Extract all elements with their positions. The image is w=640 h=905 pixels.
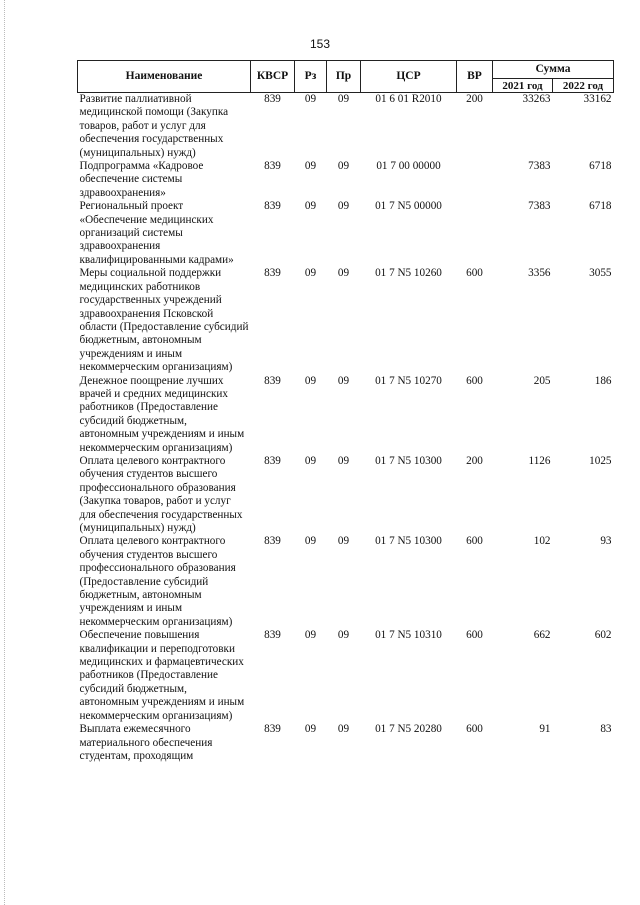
table-row bbox=[78, 375, 614, 455]
row-sum-2021: 1126 bbox=[528, 454, 551, 467]
row-kvsr: 839 bbox=[264, 535, 281, 548]
row-name: Оплата целевого контрактного обучения студентов высшего профессионального образования (Предоставление субсидий бюджетным, автономным учреждениям и иным некоммерческим организациям) bbox=[79, 535, 236, 628]
row-sum-2021: 662 bbox=[533, 629, 551, 642]
row-sum-2021: 33263 bbox=[522, 93, 551, 105]
row-csr: 01 6 01 R2010 bbox=[375, 93, 442, 105]
row-pr: 09 bbox=[337, 374, 350, 387]
header-pr: Пр bbox=[327, 61, 361, 93]
page-edge-line bbox=[4, 0, 6, 905]
header-year-2021: 2021 год bbox=[493, 79, 553, 93]
row-vr: 600 bbox=[466, 267, 483, 280]
row-sum-2022: 3055 bbox=[589, 267, 612, 280]
row-name: Денежное поощрение лучших врачей и средних медицинских работников (Предоставление субсидий бюджетным, автономным учреждениям и иным некоммерческим организациям) bbox=[79, 374, 245, 454]
row-csr: 01 7 N5 20280 bbox=[375, 723, 442, 736]
table-row bbox=[78, 723, 614, 763]
row-rz: 09 bbox=[304, 723, 317, 736]
row-kvsr: 839 bbox=[264, 723, 281, 736]
row-sum-2021: 7383 bbox=[528, 160, 551, 173]
row-csr: 01 7 N5 10300 bbox=[375, 535, 442, 548]
row-sum-2022: 83 bbox=[600, 723, 612, 736]
row-pr: 09 bbox=[337, 723, 350, 736]
row-csr: 01 7 00 00000 bbox=[376, 160, 441, 173]
row-vr bbox=[457, 160, 493, 200]
row-name: Подпрограмма «Кадровое обеспечение системы здравоохранения» bbox=[79, 160, 204, 199]
row-rz: 09 bbox=[304, 267, 317, 280]
row-kvsr: 839 bbox=[264, 629, 281, 642]
row-rz: 09 bbox=[304, 160, 317, 173]
row-name: Развитие паллиативной медицинской помощи (Закупка товаров, работ и услуг для обеспечения государственных (муниципальных) нужд) bbox=[79, 93, 229, 159]
header-vr: ВР bbox=[457, 61, 493, 93]
row-vr: 600 bbox=[466, 629, 483, 642]
row-kvsr: 839 bbox=[264, 454, 281, 467]
row-name: Меры социальной поддержки медицинских работников государственных учреждений здравоохранения Псковской области (Предоставление субсидий бюджетным, автономным учреждениям и иным некоммерческим организациям) bbox=[79, 267, 249, 374]
row-kvsr: 839 bbox=[264, 160, 281, 173]
table-row bbox=[78, 160, 614, 200]
row-sum-2021: 7383 bbox=[528, 200, 551, 213]
row-csr: 01 7 N5 10300 bbox=[375, 454, 442, 467]
header-rz: Рз bbox=[295, 61, 327, 93]
row-vr: 200 bbox=[466, 454, 483, 467]
row-sum-2022: 186 bbox=[594, 374, 612, 387]
row-vr: 600 bbox=[466, 723, 483, 736]
row-rz: 09 bbox=[304, 93, 317, 105]
row-kvsr: 839 bbox=[264, 93, 281, 105]
row-sum-2022: 1025 bbox=[589, 454, 612, 467]
row-csr: 01 7 N5 00000 bbox=[375, 200, 442, 213]
row-rz: 09 bbox=[304, 374, 317, 387]
header-kvsr: КВСР bbox=[251, 61, 295, 93]
table-row bbox=[78, 93, 614, 161]
header-name: Наименование bbox=[78, 61, 251, 93]
row-sum-2022: 6718 bbox=[589, 200, 612, 213]
row-csr: 01 7 N5 10270 bbox=[375, 374, 442, 387]
row-vr: 600 bbox=[466, 535, 483, 548]
row-pr: 09 bbox=[337, 200, 350, 213]
budget-table bbox=[77, 60, 614, 763]
row-pr: 09 bbox=[337, 160, 350, 173]
row-name: Оплата целевого контрактного обучения студентов высшего профессионального образования (Закупка товаров, работ и услуг для обеспечения государственных (муниципальных) нужд) bbox=[79, 454, 243, 534]
row-pr: 09 bbox=[337, 535, 350, 548]
row-csr: 01 7 N5 10310 bbox=[375, 629, 442, 642]
page-number: 153 bbox=[309, 37, 331, 51]
header-csr: ЦСР bbox=[361, 61, 457, 93]
row-name: Региональный проект «Обеспечение медицинских организаций системы здравоохранения квалифицированными кадрами» bbox=[79, 200, 234, 266]
row-sum-2022: 6718 bbox=[589, 160, 612, 173]
table-row bbox=[78, 455, 614, 535]
row-rz: 09 bbox=[304, 454, 317, 467]
row-vr bbox=[457, 200, 493, 267]
row-pr: 09 bbox=[337, 267, 350, 280]
row-rz: 09 bbox=[304, 629, 317, 642]
row-pr: 09 bbox=[337, 93, 350, 105]
row-rz: 09 bbox=[304, 535, 317, 548]
row-kvsr: 839 bbox=[264, 200, 281, 213]
row-sum-2022: 93 bbox=[600, 535, 612, 548]
row-sum-2021: 102 bbox=[533, 535, 551, 548]
row-sum-2021: 205 bbox=[533, 374, 551, 387]
row-name: Обеспечение повышения квалификации и переподготовки медицинских и фармацевтических работников (Предоставление субсидий бюджетным, автономным учреждениям и иным некоммерческим организациям) bbox=[79, 629, 245, 722]
header-year-2022: 2022 год bbox=[553, 79, 614, 93]
table-row bbox=[78, 200, 614, 267]
row-sum-2022: 33162 bbox=[583, 93, 612, 105]
row-sum-2022: 602 bbox=[594, 629, 612, 642]
row-csr: 01 7 N5 10260 bbox=[375, 267, 442, 280]
table-row bbox=[78, 267, 614, 374]
row-vr: 200 bbox=[466, 93, 483, 105]
table-row bbox=[78, 535, 614, 629]
row-sum-2021: 3356 bbox=[528, 267, 551, 280]
row-pr: 09 bbox=[337, 629, 350, 642]
row-pr: 09 bbox=[337, 454, 350, 467]
table-row bbox=[78, 629, 614, 723]
row-vr: 600 bbox=[466, 374, 483, 387]
row-rz: 09 bbox=[304, 200, 317, 213]
row-kvsr: 839 bbox=[264, 267, 281, 280]
row-name: Выплата ежемесячного материального обеспечения студентам, проходящим bbox=[79, 723, 213, 762]
row-sum-2021: 91 bbox=[539, 723, 551, 736]
header-sum: Сумма bbox=[493, 61, 614, 79]
row-kvsr: 839 bbox=[264, 374, 281, 387]
